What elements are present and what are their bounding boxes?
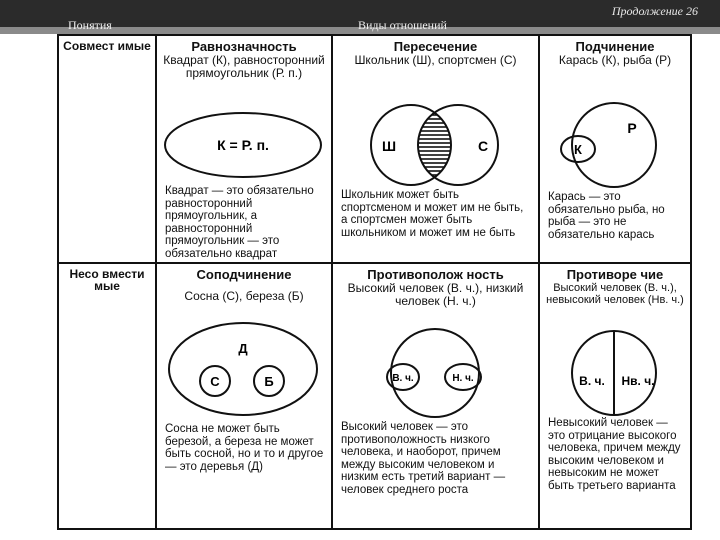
label-trees: Д [238, 341, 248, 356]
equivalence-diagram [157, 109, 329, 189]
cell-co-subordination [156, 263, 332, 529]
relation-example: Высокий человек (В. ч.), невысокий человек (Нв. ч.) [546, 282, 684, 306]
relation-description: Квадрат — это обязательно равносторонний прямоугольник, а равносторонний прямоугольник — это обязательно квадрат [165, 185, 314, 260]
label-not-tall: Нв. ч. [621, 374, 655, 388]
relation-example: Школьник (Ш), спортсмен (С) [354, 53, 517, 67]
cell-subordination [539, 35, 691, 263]
subordination-diagram [540, 99, 688, 191]
label-short: Н. ч. [452, 373, 474, 384]
header-concepts: Понятия [68, 18, 112, 32]
label-birch: Б [264, 374, 274, 389]
co-subordination-diagram [157, 319, 329, 419]
intersection-diagram [333, 101, 536, 191]
relation-example: Квадрат (К), равносторонний прямоугольник (Р. п.) [163, 53, 325, 80]
table-row [58, 35, 691, 263]
label-athlete: С [477, 138, 489, 154]
table-header [60, 18, 700, 34]
relation-description: Карась — это обязательно рыба, но рыба — это не обязательно карась [548, 191, 665, 241]
circle-fish [572, 103, 656, 187]
relation-example: Высокий человек (В. ч.), низкий человек (Н. ч.) [347, 281, 524, 308]
circle-trees [169, 323, 317, 415]
label-schoolboy: Ш [381, 138, 397, 154]
relation-title: Соподчинение [196, 267, 292, 282]
header-relation-types: Виды отношений [358, 18, 447, 32]
diagram-label: К = Р. п. [217, 137, 269, 153]
cell-intersection [332, 35, 539, 263]
label-carp: К [574, 142, 582, 157]
row-header-compatible: Совмест имые [58, 35, 156, 263]
row-header-incompatible: Несо вмести мые [58, 263, 156, 529]
table-row [58, 263, 691, 529]
relation-title: Пересечение [393, 39, 478, 54]
label-fish: Р [627, 120, 637, 136]
relation-description: Школьник может быть спортсменом и может им не быть, а спортсмен может быть школьником и может им не быть [341, 189, 524, 239]
contradiction-diagram [540, 327, 688, 419]
relation-title: Противополож ность [367, 267, 504, 282]
relations-table [57, 34, 692, 530]
label-tall: В. ч. [392, 373, 414, 384]
page-number: Продолжение 26 [611, 4, 698, 18]
relation-description: Невысокий человек — это отрицание высокого человека, причем между высоким человеком и невысоким не может быть третьего варианта [548, 417, 681, 492]
label-pine: С [210, 374, 220, 389]
relation-example: Карась (К), рыба (Р) [558, 53, 672, 67]
cell-equivalence [156, 35, 332, 263]
opposition-diagram [333, 323, 536, 419]
relation-description: Сосна не может быть березой, а береза не может быть сосной, но и то и другое — это деревья (Д) [165, 423, 324, 473]
relation-title: Противоре чие [566, 267, 664, 282]
cell-contradiction [539, 263, 691, 529]
relation-title: Подчинение [575, 39, 655, 54]
relation-description: Высокий человек — это противоположность низкого человека, и наоборот, причем между высоким человеком и низким есть третий вариант — человек среднего роста [341, 421, 506, 496]
relation-example: Сосна (С), береза (Б) [184, 289, 304, 303]
label-tall: В. ч. [579, 374, 605, 388]
cell-opposition [332, 263, 539, 529]
relation-title: Равнозначность [191, 39, 297, 54]
